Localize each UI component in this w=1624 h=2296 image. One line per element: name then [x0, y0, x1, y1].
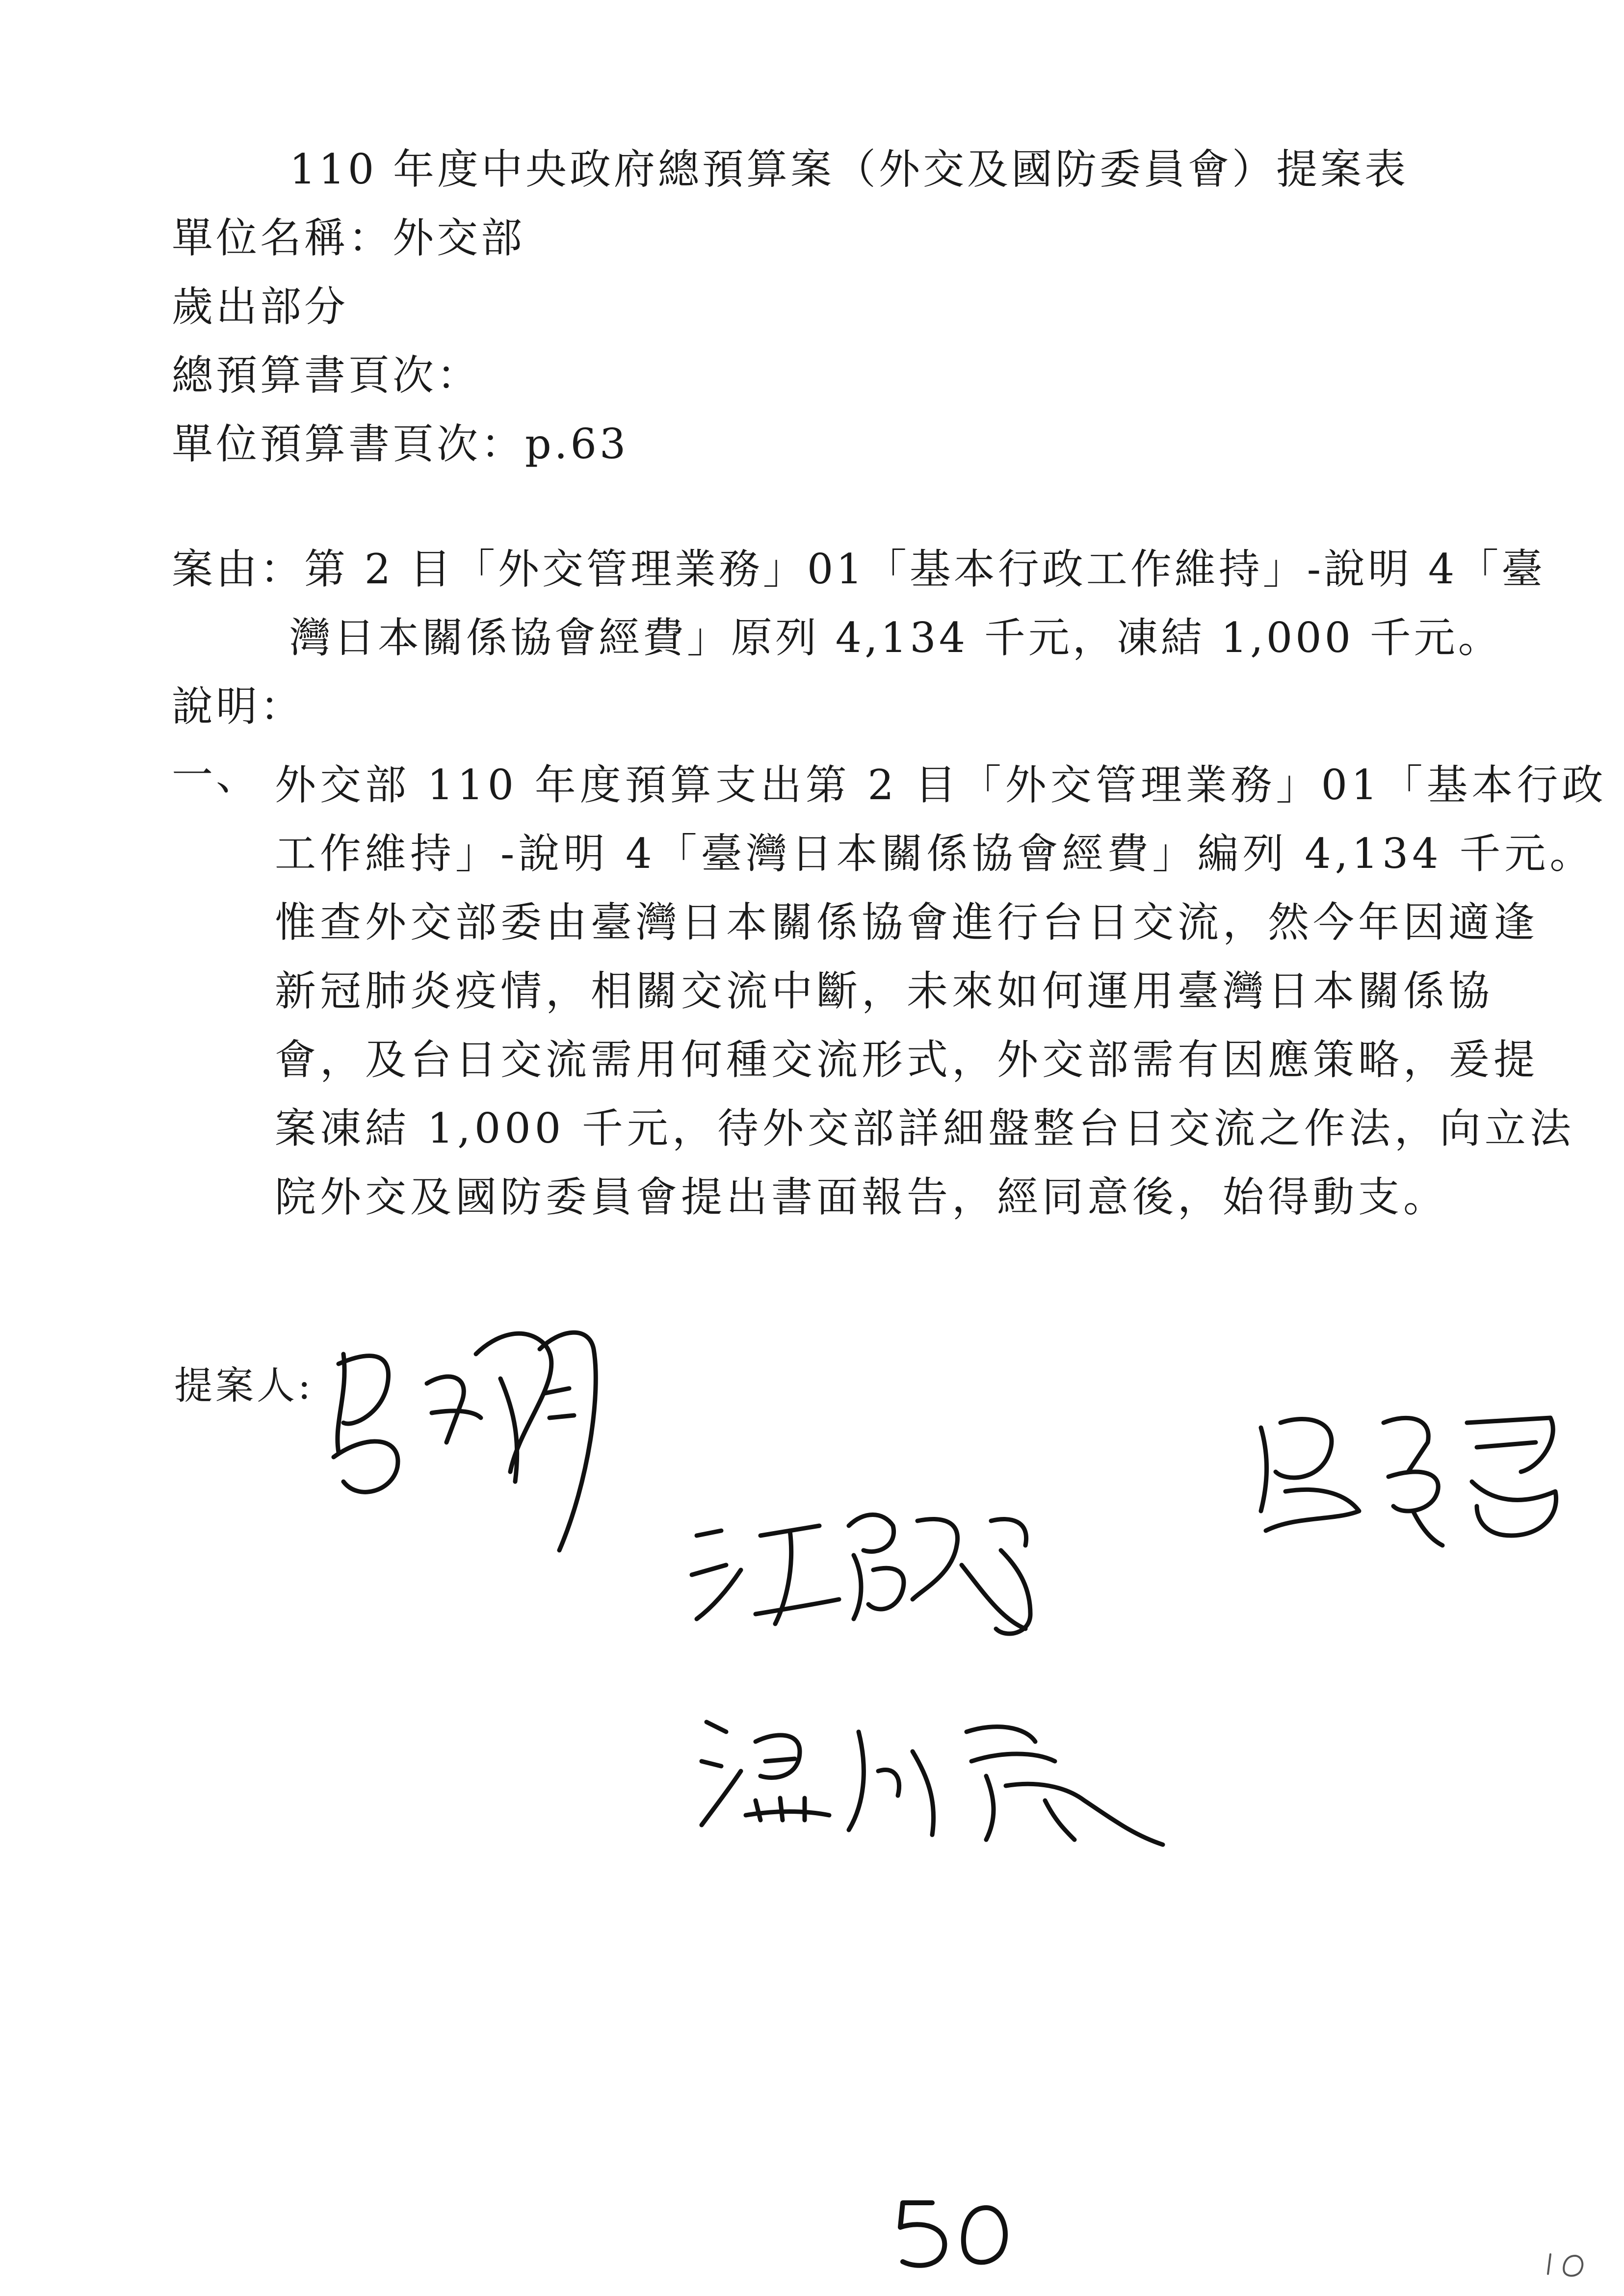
signature-1 — [314, 1295, 618, 1580]
body-line: 惟查外交部委由臺灣日本關係協會進行台日交流，然今年因適逢 — [275, 898, 1539, 946]
section-label: 歲出部分 — [172, 283, 349, 331]
explanation-label: 說明： — [172, 682, 305, 731]
signature-4 — [692, 1702, 1182, 1859]
body-line: 工作維持」-說明 4「臺灣日本關係協會經費」編列 4,134 千元。 — [275, 830, 1595, 878]
body-line: 新冠肺炎疫情，相關交流中斷，未來如何運用臺灣日本關係協 — [275, 967, 1494, 1015]
general-budget-page: 總預算書頁次： — [172, 351, 481, 399]
page-title: 110 年度中央政府總預算案（外交及國防委員會）提案表 — [289, 145, 1409, 193]
body-line: 會，及台日交流需用何種交流形式，外交部需有因應策略，爰提 — [275, 1036, 1539, 1084]
page-number — [893, 2188, 1021, 2278]
cause-line-2: 灣日本關係協會經費」原列 4,134 千元，凍結 1,000 千元。 — [289, 614, 1502, 662]
signature-2 — [687, 1491, 1079, 1658]
proposer-label: 提案人: — [174, 1364, 314, 1408]
cause-line-1: 案由：第 2 目「外交管理業務」01「基本行政工作維持」-說明 4「臺 — [172, 545, 1546, 593]
unit-budget-page: 單位預算書頁次：p.63 — [172, 420, 629, 468]
body-line: 院外交及國防委員會提出書面報告，經同意後，始得動支。 — [275, 1173, 1449, 1221]
explanation-body — [275, 751, 1607, 1231]
unit-name: 單位名稱：外交部 — [172, 214, 525, 262]
item-marker: 一、 — [172, 751, 261, 799]
signature-3 — [1246, 1393, 1580, 1560]
body-line: 外交部 110 年度預算支出第 2 目「外交管理業務」01「基本行政 — [275, 761, 1607, 809]
corner-mark — [1541, 2247, 1595, 2283]
body-line: 案凍結 1,000 千元，待外交部詳細盤整台日交流之作法，向立法 — [275, 1104, 1575, 1152]
